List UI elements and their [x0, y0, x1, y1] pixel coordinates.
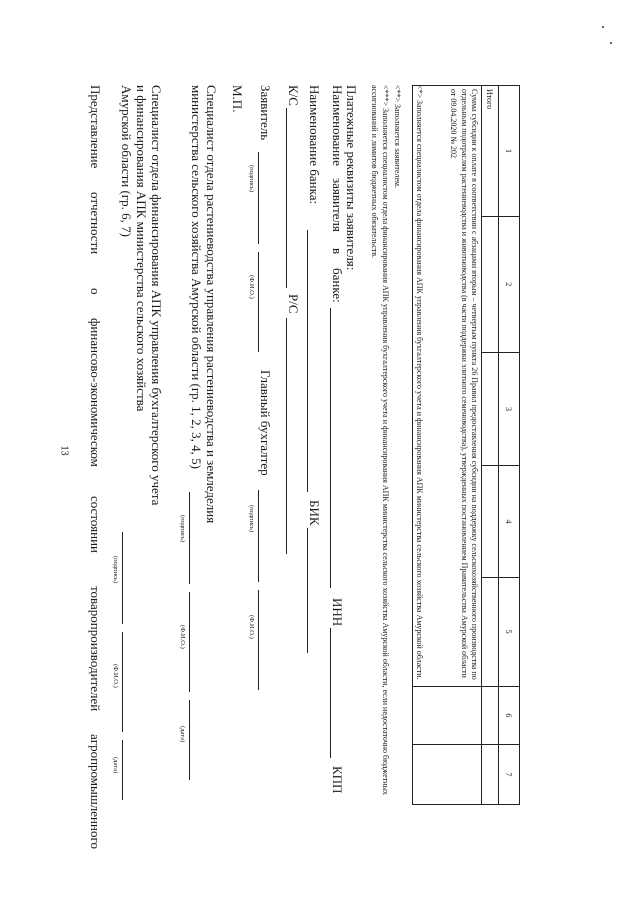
- bottom-line-word: о: [88, 288, 103, 295]
- specialist-2-title-cont: Амурской области (гр. 6, 7): [119, 85, 134, 237]
- description-cell: Сумма субсидии к оплате в соответствии с абзацами вторым – четвертым пункта 26 Правил предоставления субсидии на поддержку сельскохозяйственного производства по отдельным подотраслям растениеводства и животноводства (в части поддержки элитного семеноводства), утвержденных постановлением Правительства Амурской области от 09.04.2020 № 202: [413, 86, 482, 687]
- signature-caption: (подпись): [179, 515, 186, 542]
- chief-accountant-label: Главный бухгалтер: [258, 370, 273, 476]
- footnote-1: <*> Заполняется специалистом отдела финансирования АПК управления бухгалтерского учета и финансирования АПК министерства сельского хозяйства Амурской области.: [415, 85, 424, 680]
- table-cell: [482, 352, 499, 466]
- kpp-label: КПП: [330, 766, 345, 794]
- table-row-total: [482, 86, 499, 805]
- table-cell: [482, 686, 499, 744]
- specialist-1-signature-line: [189, 492, 190, 584]
- specialist-1-title: Специалист отдела растениеводства управления растениеводства и земледелия: [204, 85, 219, 524]
- bottom-line-word: агропромышленного: [88, 734, 103, 849]
- table-header-cell: 2: [499, 216, 520, 352]
- ks-line: [286, 108, 287, 288]
- total-label: Итого: [482, 86, 499, 217]
- bank-name-line: [330, 308, 331, 588]
- applicant-signature-line: [258, 152, 259, 244]
- requisites-heading: Платежные реквизиты заявителя:: [344, 85, 359, 271]
- inn-label: ИНН: [330, 598, 345, 627]
- specialist-2-title-cont: и финансирования АПК министерства сельского хозяйства: [134, 85, 149, 412]
- page-number: 13: [58, 445, 70, 456]
- fio-caption: (Ф.И.О.): [248, 615, 255, 639]
- bik-label: БИК: [307, 500, 322, 526]
- date-caption: (дата): [179, 726, 186, 743]
- bottom-line-word: Представление: [88, 85, 103, 169]
- subsidy-table: [412, 85, 520, 805]
- table-header-cell: 7: [499, 744, 520, 804]
- rs-line: [286, 318, 287, 554]
- accountant-signature-line: [258, 490, 259, 582]
- rotated-document-body: [80, 0, 640, 904]
- footnote-3: <***> Заполняется специалистом отдела финансирования АПК управления бухгалтерского учета и финансирования АПК министерства сельского хозяйства Амурской области, если недостаточно бюджетных ассигнований и лимитов бюджетных обязательств.: [370, 85, 390, 795]
- bik-line: [307, 528, 308, 653]
- bottom-line-word: отчетности: [88, 192, 103, 255]
- footnote-2: <**> Заполняется заявителем.: [393, 85, 402, 189]
- bank-line-word: Наименование: [330, 85, 345, 166]
- bank-line-word: банке:: [330, 268, 345, 303]
- rs-label: Р/С: [286, 294, 301, 314]
- signature-caption: (подпись): [248, 165, 255, 192]
- bank-line-word: в: [330, 248, 345, 255]
- bank-name-label: Наименование банка:: [307, 85, 322, 205]
- applicant-fio-line: [258, 252, 259, 352]
- specialist-2-date-line: [122, 740, 123, 800]
- specialist-2-title: Специалист отдела финансирования АПК управления бухгалтерского учета: [149, 85, 164, 506]
- bank-name-field-line: [307, 230, 308, 492]
- fio-caption: (Ф.И.О.): [248, 275, 255, 299]
- table-cell: [482, 216, 499, 352]
- date-caption: (дата): [112, 757, 119, 774]
- bottom-line-word: финансово-экономическом: [88, 318, 103, 467]
- specialist-2-signature-line: [122, 532, 123, 624]
- table-cell: [482, 577, 499, 686]
- fio-caption: (Ф.И.О.): [179, 625, 186, 649]
- inn-line: [330, 628, 331, 758]
- stamp-label: М.П.: [230, 85, 245, 113]
- signature-caption: (подпись): [112, 556, 119, 583]
- bottom-line-word: товаропроизводителей: [88, 586, 103, 712]
- applicant-label: Заявитель: [258, 85, 273, 141]
- fio-caption: (Ф.И.О.): [112, 664, 119, 688]
- table-cell: [482, 466, 499, 577]
- table-header-row: [499, 86, 520, 805]
- specialist-1-title-cont: министерства сельского хозяйства Амурской области (гр. 1, 2, 3, 4, 5): [189, 85, 204, 470]
- accountant-fio-line: [258, 590, 259, 690]
- specialist-1-date-line: [189, 700, 190, 780]
- table-cell: [482, 744, 499, 804]
- table-header-cell: 6: [499, 686, 520, 744]
- signature-caption: (подпись): [248, 505, 255, 532]
- table-header-cell: 4: [499, 466, 520, 577]
- specialist-1-fio-line: [189, 592, 190, 692]
- specialist-2-fio-line: [122, 632, 123, 732]
- bank-line-word: заявителя: [330, 178, 345, 232]
- ks-label: К/С: [286, 85, 301, 106]
- table-header-cell: 1: [499, 86, 520, 217]
- table-header-cell: 3: [499, 352, 520, 466]
- table-header-cell: 5: [499, 577, 520, 686]
- bottom-line-word: состоянии: [88, 496, 103, 553]
